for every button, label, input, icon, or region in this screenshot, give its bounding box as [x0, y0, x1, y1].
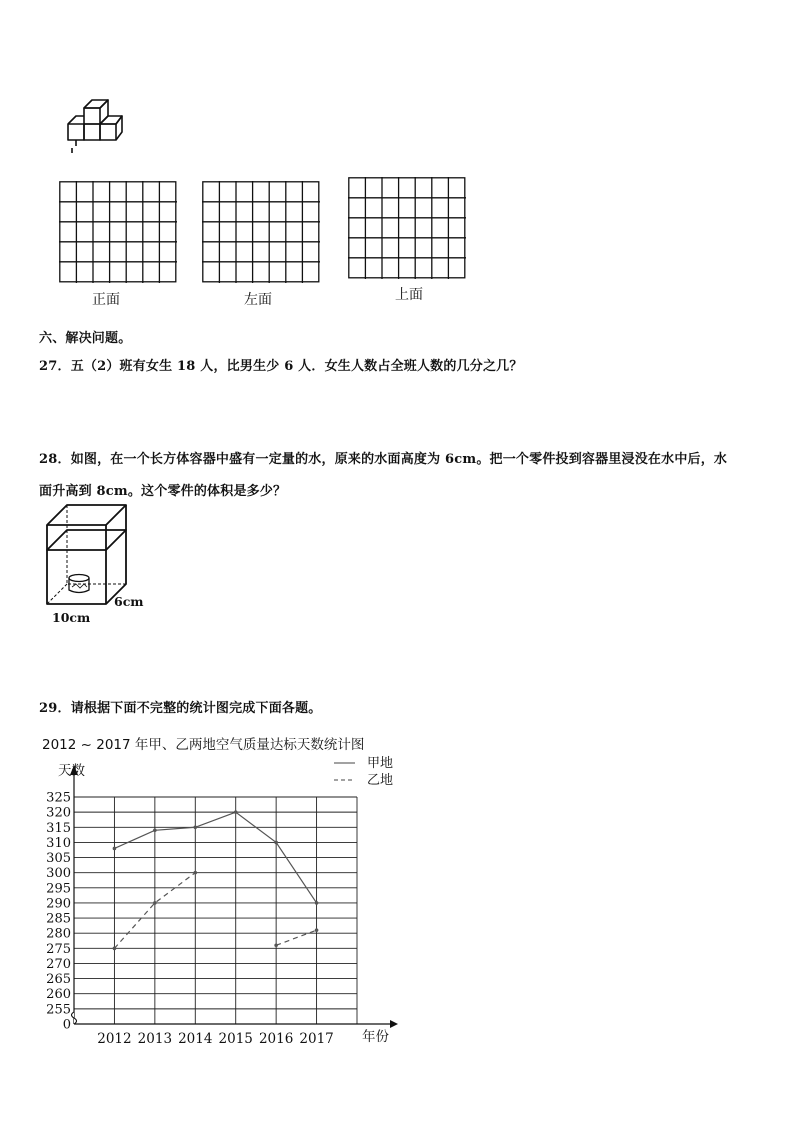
- data-point: [153, 901, 157, 905]
- y-tick-label: 280: [46, 926, 71, 942]
- data-point: [113, 847, 117, 851]
- y-axis-label: 天数: [58, 763, 85, 779]
- y-tick-label: 0: [62, 1017, 71, 1033]
- legend-label: 甲地: [367, 756, 394, 771]
- question-29: 29．请根据下面不完整的统计图完成下面各题。: [39, 701, 322, 716]
- top-view-grid: [348, 177, 466, 279]
- data-point: [153, 828, 157, 832]
- y-tick-label: 315: [46, 820, 71, 836]
- width-label: 10cm: [52, 610, 91, 625]
- y-tick-label: 295: [46, 881, 71, 897]
- data-point: [193, 871, 197, 875]
- data-point: [234, 810, 238, 814]
- y-tick-label: 255: [46, 1002, 71, 1018]
- y-tick-label: 285: [46, 911, 71, 927]
- question-28-line1: 28．如图，在一个长方体容器中盛有一定量的水，原来的水面高度为 6cm。把一个零件投到容器里浸没在水中后，水: [39, 452, 728, 467]
- data-point: [315, 901, 319, 905]
- axis-break-icon: [72, 1012, 77, 1024]
- depth-label-svg: [112, 593, 148, 611]
- data-point: [274, 841, 278, 845]
- x-tick-label: 2014: [178, 1031, 213, 1047]
- y-tick-label: 270: [46, 956, 71, 972]
- left-view-grid: [202, 181, 320, 283]
- x-tick-label: 2016: [258, 1031, 294, 1047]
- x-tick-label: 2012: [97, 1031, 132, 1047]
- y-tick-label: 310: [46, 835, 71, 851]
- x-axis-arrow: [390, 1020, 398, 1028]
- data-point: [274, 944, 278, 948]
- y-tick-label: 320: [46, 805, 71, 821]
- x-tick-label: 2017: [299, 1031, 334, 1047]
- width-label-svg: [50, 609, 94, 627]
- front-view-label: 正面: [92, 292, 120, 308]
- top-view-label: 上面: [395, 287, 423, 303]
- y-tick-label: 275: [46, 941, 71, 957]
- cube-stack-figure: [56, 96, 126, 158]
- x-tick-label: 2013: [137, 1031, 173, 1047]
- line-chart: [30, 755, 410, 1055]
- question-27: 27．五（2）班有女生 18 人，比男生少 6 人．女生人数占全班人数的几分之几？: [39, 359, 523, 374]
- x-axis-label: 年份: [362, 1029, 389, 1045]
- question-28-line2: 面升高到 8cm。这个零件的体积是多少？: [39, 484, 287, 499]
- depth-label: 6cm: [114, 594, 144, 609]
- data-point: [113, 947, 117, 951]
- y-tick-label: 325: [46, 790, 71, 806]
- y-tick-label: 305: [46, 851, 71, 867]
- data-point: [193, 825, 197, 829]
- left-view-label: 左面: [244, 292, 272, 308]
- legend-label: 乙地: [367, 773, 394, 788]
- y-tick-label: 265: [46, 972, 71, 988]
- y-tick-label: 290: [46, 896, 71, 912]
- x-tick-label: 2015: [218, 1031, 253, 1047]
- y-tick-label: 300: [46, 866, 71, 882]
- y-tick-label: 260: [46, 987, 71, 1003]
- chart-title: 2012 ~ 2017 年甲、乙两地空气质量达标天数统计图: [42, 737, 365, 753]
- section-heading: 六、解决问题。: [39, 331, 132, 346]
- front-view-grid: [59, 181, 177, 283]
- series-line: [276, 930, 316, 945]
- data-point: [315, 928, 319, 932]
